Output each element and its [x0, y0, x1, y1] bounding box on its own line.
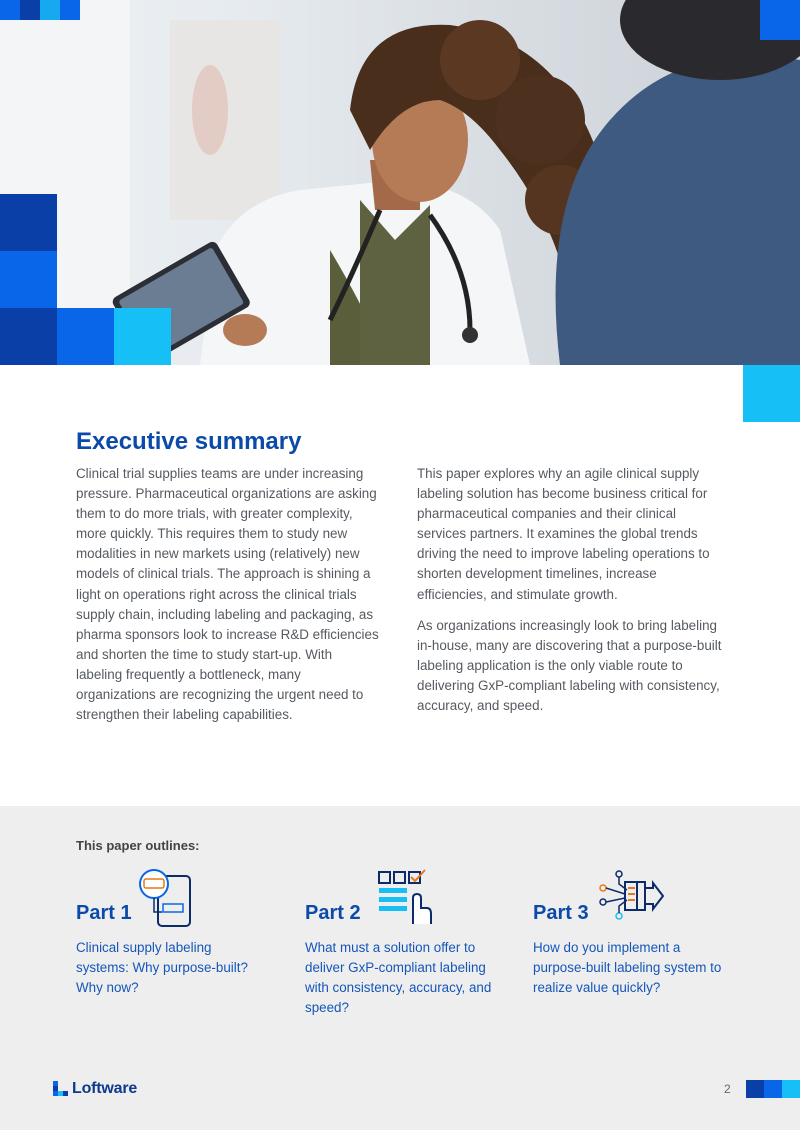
logo-text: Loftware	[72, 1080, 138, 1097]
deco-square	[57, 308, 114, 365]
deco-square	[20, 0, 40, 20]
right-column	[417, 464, 727, 716]
hero-photo	[0, 0, 800, 365]
deco-square	[760, 0, 800, 40]
deco-square	[746, 1080, 764, 1098]
deco-square	[0, 0, 20, 20]
process-flow-icon	[597, 868, 667, 924]
part-title: Part 2	[305, 902, 361, 924]
deco-square	[114, 308, 171, 365]
logo-mark-icon	[53, 1081, 69, 1097]
checklist-hand-icon	[377, 868, 435, 928]
outline-label: This paper outlines:	[76, 838, 200, 853]
part-description: How do you implement a purpose-built labeling system to realize value quickly?	[533, 940, 722, 995]
deco-square	[764, 1080, 782, 1098]
left-column	[76, 464, 381, 725]
page-number: 2	[724, 1082, 731, 1096]
part-title: Part 1	[76, 902, 132, 924]
part-title: Part 3	[533, 902, 589, 924]
deco-square	[40, 0, 60, 20]
deco-square	[0, 308, 57, 365]
paragraph: As organizations increasingly look to bring labeling in-house, many are discovering that a purpose-built labeling application is the only viable route to delivering GxP-compliant labeling with consistency, accuracy, and speed.	[417, 617, 722, 714]
part-description: What must a solution offer to deliver GxP-compliant labeling with consistency, accuracy, and speed?	[305, 940, 492, 1015]
section-title: Executive summary	[76, 428, 302, 455]
label-device-icon	[136, 868, 192, 928]
deco-square	[743, 365, 800, 422]
loftware-logo	[53, 1080, 137, 1098]
deco-square	[0, 194, 57, 251]
paragraph: This paper explores why an agile clinical supply labeling solution has become business critical for pharmaceutical companies and their clinical services partners. It examines the global trends driving the need to improve labeling operations to shorten development timelines, increase efficiencies, and stimulate growth.	[417, 466, 710, 602]
deco-square	[60, 0, 80, 20]
paragraph: Clinical trial supplies teams are under increasing pressure. Pharmaceutical organizations are asking them to do more trials, with greater complexity, more quickly. This requires them to study new modalities in new markets using (relatively) new models of clinical trials. The approach is shining a light on operations right across the clinical trials supply chain, including labeling and packaging, as pharma sponsors look to increase R&D efficiencies and shorten the time to study start-up. With labeling frequently a bottleneck, many organizations are recognizing the urgent need to strengthen their labeling capabilities.	[76, 466, 379, 723]
deco-square	[0, 251, 57, 308]
deco-square	[782, 1080, 800, 1098]
part-description: Clinical supply labeling systems: Why purpose-built? Why now?	[76, 940, 248, 995]
